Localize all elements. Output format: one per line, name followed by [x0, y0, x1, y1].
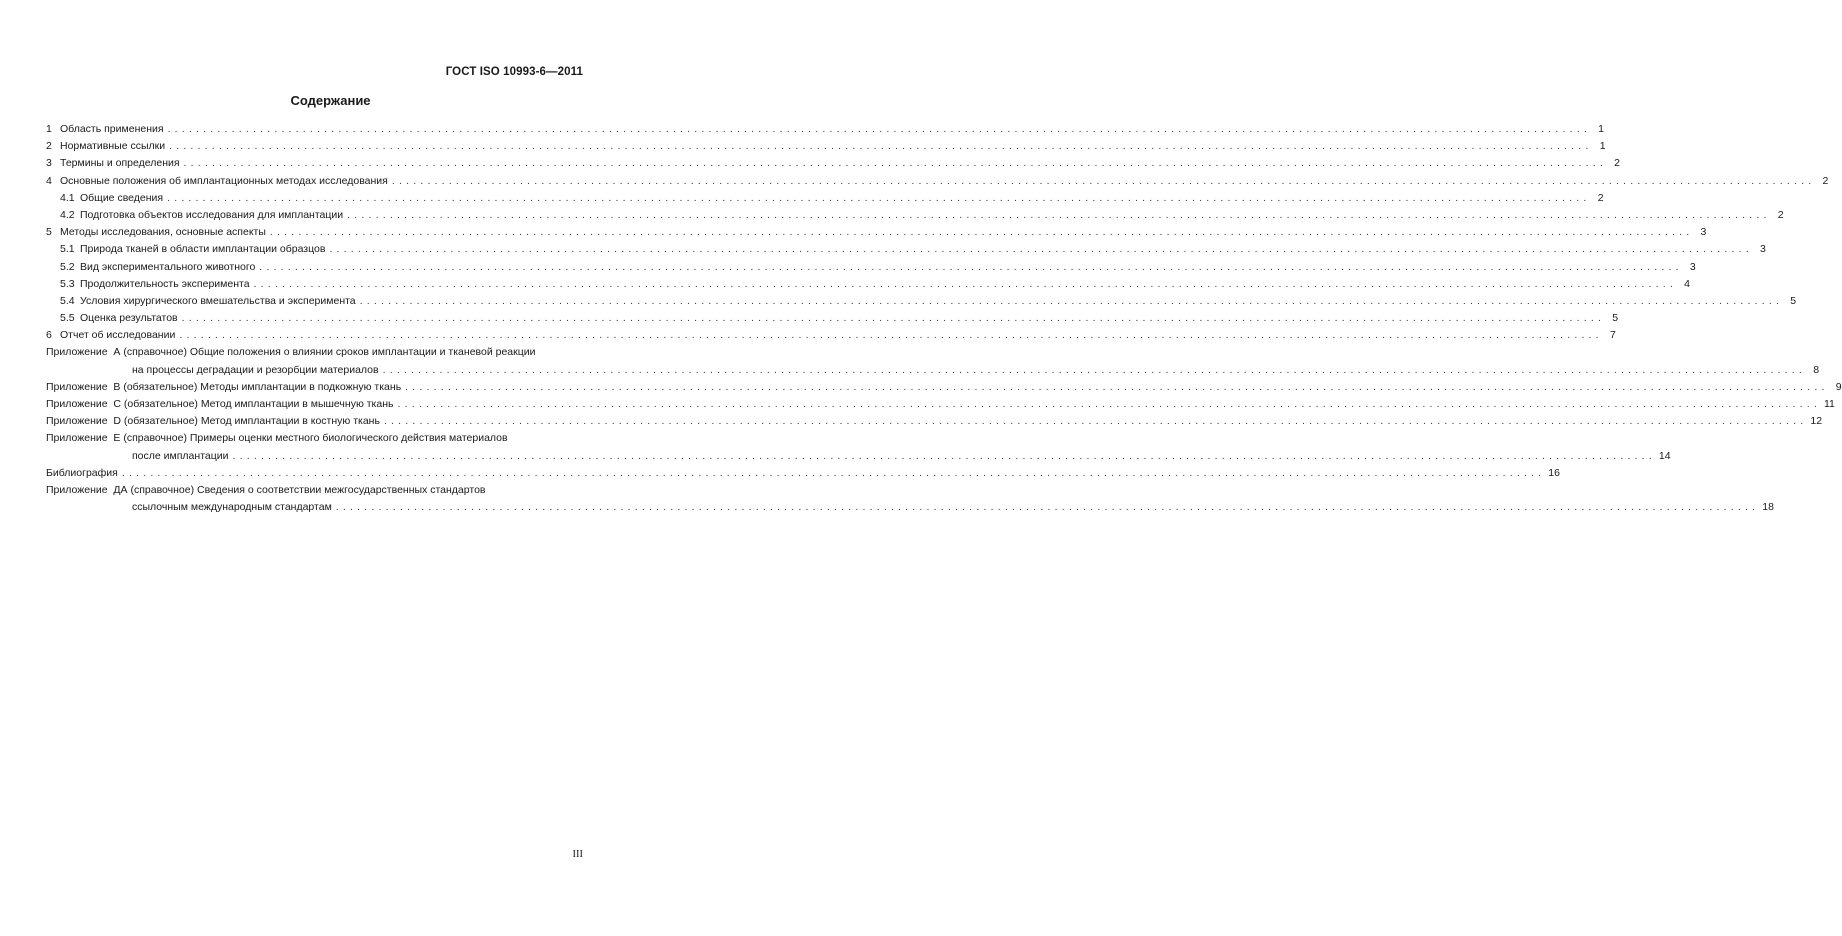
toc-entry-5-5[interactable] [46, 310, 1619, 327]
toc-entry-number: 5.1 [60, 243, 75, 256]
toc-entry-page: 5 [1612, 312, 1619, 325]
toc-entry-title: Подготовка объектов исследования для имплантации [80, 208, 344, 221]
dot-leader: ........................................................................................................................................................................................................ [405, 380, 1829, 393]
dot-leader: ........................................................................................................................................................................................................ [397, 398, 1821, 411]
toc-entry-title-continued: после имплантации [132, 449, 229, 462]
toc-entry-number: 1 [46, 123, 52, 135]
toc-entry-title: Приложение D (обязательное) Метод имплантации в костную ткань [46, 415, 380, 428]
toc-entry-page: 2 [1597, 191, 1604, 204]
toc-entry-page: 1 [1598, 123, 1605, 135]
dot-leader: ........................................................................................................................................................................................................ [269, 226, 1694, 239]
dot-leader: ........................................................................................................................................................................................................ [359, 294, 1784, 307]
dot-leader: ........................................................................................................................................................................................................ [169, 140, 1593, 153]
toc-entry-appendix-c[interactable] [46, 396, 1835, 413]
toc-entry-page: 2 [1822, 174, 1829, 187]
toc-entry-appendix-a[interactable] [46, 344, 1820, 378]
toc-entry-appendix-d[interactable] [46, 413, 1823, 430]
toc-entry-page: 2 [1614, 157, 1620, 170]
toc-entry-title: Библиография [46, 466, 118, 479]
dot-leader: ........................................................................................................................................................................................................ [179, 329, 1603, 342]
toc-entry-2[interactable] [46, 138, 1606, 155]
dot-leader: ........................................................................................................................................................................................................ [253, 277, 1678, 290]
dot-leader: ........................................................................................................................................................................................................ [383, 415, 1808, 428]
toc-entry-4-1[interactable] [46, 190, 1604, 207]
dot-leader: ........................................................................................................................................................................................................ [382, 363, 1807, 376]
dot-leader: ........................................................................................................................................................................................................ [259, 260, 1683, 273]
toc-entry-page: 8 [1813, 363, 1820, 376]
toc-entry-title-continued: на процессы деградации и резорбции материалов [132, 363, 379, 376]
dot-leader: ........................................................................................................................................................................................................ [335, 501, 1760, 514]
toc-entry-page: 7 [1609, 329, 1616, 342]
toc-entry-page: 3 [1760, 243, 1766, 256]
dot-leader: ........................................................................................................................................................................................................ [232, 449, 1656, 462]
toc-entry-page: 14 [1658, 449, 1671, 462]
toc-entry-title: Природа тканей в области имплантации образцов [80, 243, 326, 256]
toc-entry-4[interactable] [46, 173, 1829, 190]
dot-leader: ........................................................................................................................................................................................................ [347, 208, 1771, 221]
toc-entry-number: 2 [46, 140, 52, 153]
dot-leader: ........................................................................................................................................................................................................ [181, 312, 1606, 325]
toc-entry-title: Отчет об исследовании [60, 329, 176, 342]
toc-entry-page: 11 [1823, 398, 1835, 411]
toc-entry-number: 4.2 [60, 208, 75, 221]
toc-entry-title: Приложение А (справочное) Общие положения о влиянии сроков имплантации и тканевой реакции [46, 346, 536, 359]
toc-entry-title: Условия хирургического вмешательства и эксперимента [80, 294, 356, 307]
standard-code: ГОСТ ISO 10993-6—2011 [445, 66, 583, 78]
toc-entry-title: Оценка результатов [80, 312, 178, 325]
dot-leader: ........................................................................................................................................................................................................ [167, 123, 1592, 135]
toc-entry-title: Область применения [60, 123, 164, 135]
toc-entry-title: Приложение ДА (справочное) Сведения о соответствии межгосударственных стандартов [46, 483, 486, 496]
toc-entry-page: 9 [1835, 380, 1842, 393]
toc-entry-title: Приложение В (обязательное) Методы имплантации в подкожную ткань [46, 380, 402, 393]
toc-entry-number: 5.5 [60, 312, 75, 325]
toc-entry-title-continued: ссылочным международным стандартам [132, 501, 332, 514]
toc-entry-5-3[interactable] [46, 276, 1691, 293]
toc-entry-title: Приложение С (обязательное) Метод имплантации в мышечную ткань [46, 398, 394, 411]
toc-entry-number: 5.4 [60, 294, 75, 307]
toc-entry-number: 6 [46, 329, 52, 342]
toc-entry-4-2[interactable] [46, 207, 1784, 224]
toc-entry-title: Основные положения об имплантационных методах исследования [60, 174, 388, 187]
toc-entry-number: 3 [46, 157, 52, 170]
toc-entry-page: 4 [1684, 277, 1691, 290]
dot-leader: ........................................................................................................................................................................................................ [329, 243, 1753, 256]
dot-leader: ........................................................................................................................................................................................................ [167, 191, 1591, 204]
toc-entry-3[interactable] [46, 155, 1620, 172]
toc-entry-title: Термины и определения [60, 157, 180, 170]
toc-entry-number: 5.2 [60, 260, 75, 273]
toc-entry-appendix-da[interactable] [46, 482, 1774, 516]
toc-entry-5-1[interactable] [46, 241, 1766, 258]
toc-entry-number: 4.1 [60, 191, 75, 204]
dot-leader: ........................................................................................................................................................................................................ [183, 157, 1607, 170]
toc-entry-title: Приложение Е (справочное) Примеры оценки местного биологического действия материалов [46, 432, 508, 445]
toc-entry-title: Вид экспериментального животного [80, 260, 256, 273]
toc-entry-appendix-e[interactable] [46, 430, 1671, 464]
toc-entry-title: Нормативные ссылки [60, 140, 166, 153]
dot-leader: ........................................................................................................................................................................................................ [121, 466, 1546, 479]
toc-entry-title: Общие сведения [80, 191, 164, 204]
toc-entry-5-2[interactable] [46, 259, 1696, 276]
page-number: III [572, 849, 583, 860]
toc-entry-page: 18 [1762, 501, 1774, 514]
toc-entry-number: 5.3 [60, 277, 75, 290]
toc-entry-page: 5 [1790, 294, 1797, 307]
toc-entry-title: Методы исследования, основные аспекты [60, 226, 266, 239]
toc-entry-5-4[interactable] [46, 293, 1797, 310]
toc-entry-1[interactable] [46, 121, 1605, 138]
toc-entry-page: 1 [1599, 140, 1606, 153]
toc-entry-bibliography[interactable] [46, 465, 1560, 482]
toc-entry-number: 4 [46, 174, 52, 187]
toc-entry-title: Продолжительность эксперимента [80, 277, 250, 290]
toc-entry-6[interactable] [46, 327, 1616, 344]
toc-entry-page: 3 [1689, 260, 1696, 273]
toc-entry-page: 16 [1548, 466, 1560, 479]
toc-entry-number: 5 [46, 226, 52, 239]
toc-entry-page: 2 [1777, 208, 1784, 221]
toc-entry-5[interactable] [46, 224, 1707, 241]
toc-entry-appendix-b[interactable] [46, 379, 1842, 396]
toc-entry-page: 3 [1700, 226, 1707, 239]
dot-leader: ........................................................................................................................................................................................................ [391, 174, 1816, 187]
table-of-contents [46, 121, 1842, 516]
toc-title: Содержание [290, 93, 371, 108]
toc-entry-page: 12 [1810, 415, 1823, 428]
